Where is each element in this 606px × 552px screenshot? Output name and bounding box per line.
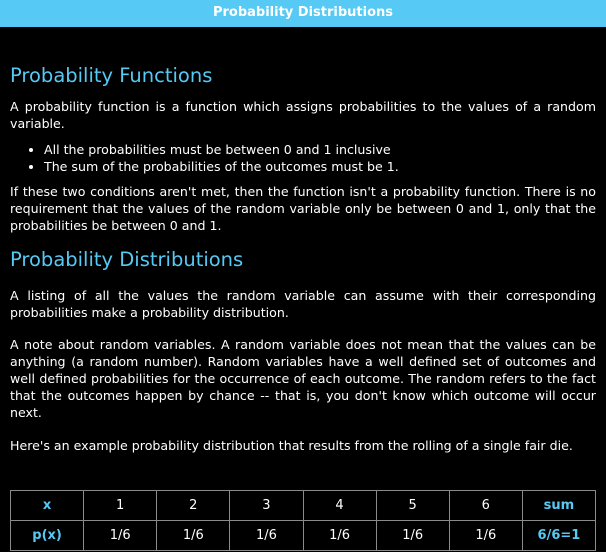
paragraph-intro: A probability function is a function which assigns probabilities to the values of a random variable. (10, 99, 596, 131)
table-cell: 3 (230, 491, 303, 521)
table-cell-px-label: p(x) (11, 521, 84, 551)
table-cell: 1/6 (303, 521, 376, 551)
table-row-px (11, 521, 596, 551)
table-cell: 6 (449, 491, 522, 521)
table-cell: 1/6 (157, 521, 230, 551)
table-cell: 1/6 (84, 521, 157, 551)
table-cell: 1/6 (376, 521, 449, 551)
table-cell: 4 (303, 491, 376, 521)
paragraph-random-variables-note: A note about random variables. A random variable does not mean that the values can be anything (a random number). Random variables have a well defined set of outcomes and well defined probabilities for the occurrence of each outcome. The random refers to the fact that the outcomes happen by chance -- that is, you don't know which outcome will occur next. (10, 337, 596, 420)
table-cell-x-label: x (11, 491, 84, 521)
table-cell: 5 (376, 491, 449, 521)
paragraph-example: Here's an example probability distribution that results from the rolling of a single fair die. (10, 438, 573, 453)
page-header (0, 0, 606, 27)
table-cell: 1 (84, 491, 157, 521)
table-cell: 1/6 (230, 521, 303, 551)
distribution-table (10, 490, 596, 551)
section-heading-probability-distributions: Probability Distributions (10, 248, 244, 271)
list-item: • The sum of the probabilities of the outcomes must be 1. (44, 158, 596, 175)
table-cell-sum-label: sum (522, 491, 595, 521)
paragraph-listing: A listing of all the values the random variable can assume with their corresponding probabilities make a probability distribution. (10, 288, 596, 320)
table-cell: 2 (157, 491, 230, 521)
page-header-title: Probability Distributions (212, 5, 394, 20)
section-heading-probability-functions: Probability Functions (10, 64, 213, 87)
table-row-x (11, 491, 596, 521)
requirements-list (10, 141, 596, 175)
list-item: • All the probabilities must be between 0 and 1 inclusive (44, 141, 596, 158)
table-cell-sum-value: 6/6=1 (522, 521, 595, 551)
paragraph-conditions: If these two conditions aren't met, then the function isn't a probability function. There is no requirement that the values of the random variable only be between 0 and 1, only that the probabilities be between 0 and 1. (10, 184, 596, 233)
content (10, 27, 596, 454)
table-cell: 1/6 (449, 521, 522, 551)
